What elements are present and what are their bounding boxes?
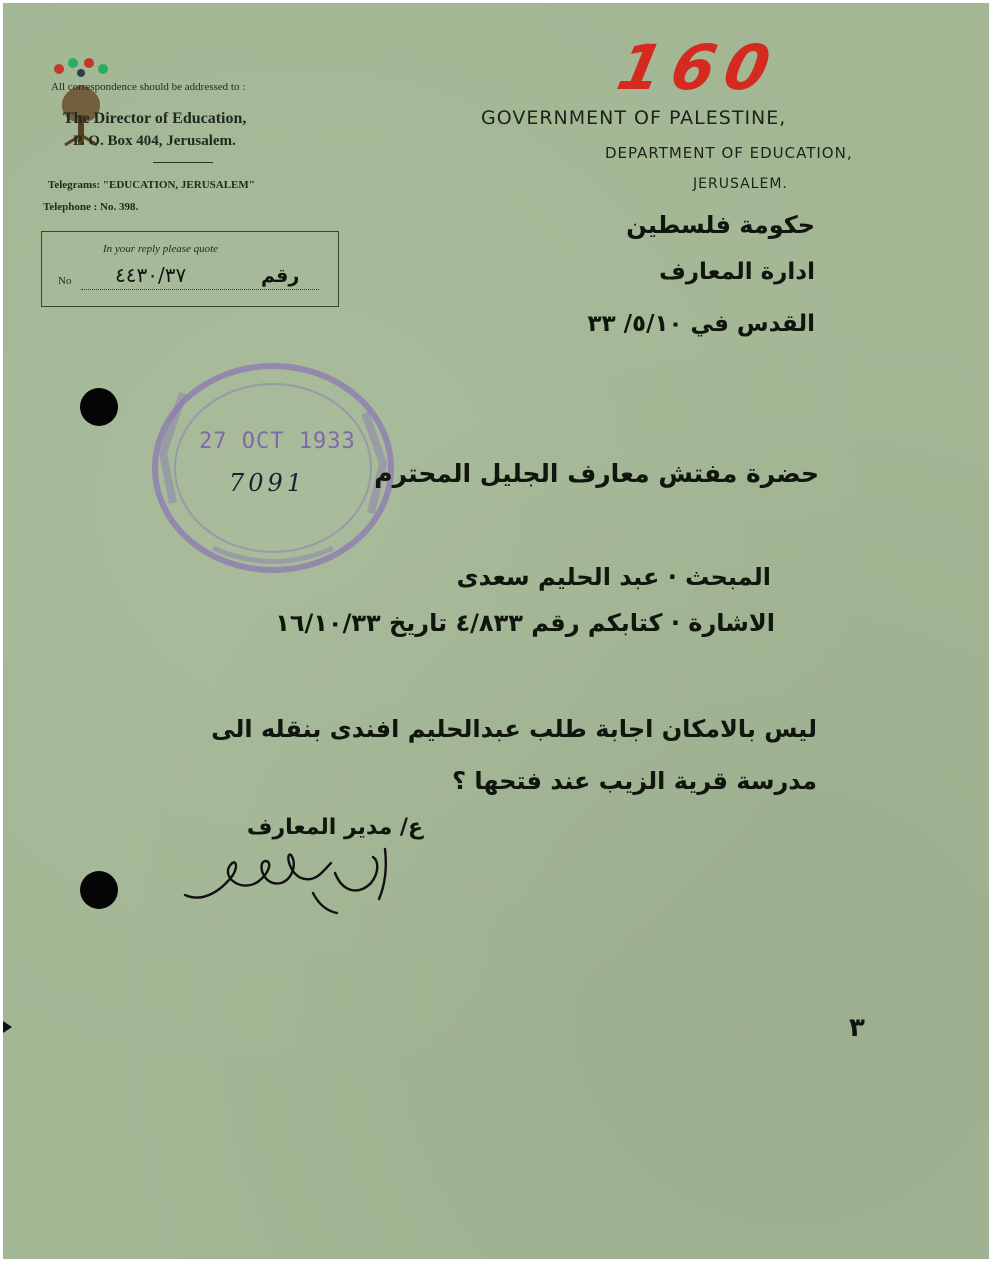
handwritten-signature-icon <box>173 833 413 923</box>
punch-hole-top <box>80 388 118 426</box>
page-number: 160 <box>611 31 787 104</box>
reply-raqm-label: رقم <box>261 265 300 287</box>
edge-tab-mark <box>3 1021 12 1033</box>
reply-dotted-line <box>81 289 319 290</box>
reply-quote-label: In your reply please quote <box>103 243 219 255</box>
correspondence-line: All correspondence should be addressed to : <box>51 81 246 93</box>
stamp-date: 27 OCT 1933 <box>199 429 356 454</box>
stamp-handwritten-number: 7091 <box>229 469 307 497</box>
director-line-2: P. O. Box 404, Jerusalem. <box>73 133 236 149</box>
director-line-1: The Director of Education, <box>63 110 247 127</box>
city-heading: JERUSALEM. <box>693 176 788 192</box>
letter-date-arabic: القدس في ٥/١٠/ ٣٣ <box>587 311 815 337</box>
document-page <box>3 3 989 1259</box>
addressee-line: حضرة مفتش معارف الجليل المحترم <box>374 459 819 488</box>
subject-line: المبحث · عبد الحليم سعدى <box>456 563 771 591</box>
reply-no-label: No <box>58 275 72 287</box>
department-heading: DEPARTMENT OF EDUCATION, <box>605 144 853 162</box>
punch-hole-bottom <box>80 871 118 909</box>
telephone-line: Telephone : No. 398. <box>43 201 139 213</box>
corner-number: ٣ <box>849 1013 865 1043</box>
body-line-1: ليس بالامكان اجابة طلب عبدالحليم افندى بنقله الى <box>211 715 817 743</box>
government-heading-arabic: حكومة فلسطين <box>626 211 815 239</box>
reply-number: ٤٤٣٠/٣٧ <box>115 263 187 287</box>
department-heading-arabic: ادارة المعارف <box>659 259 815 285</box>
government-heading: GOVERNMENT OF PALESTINE, <box>481 107 787 129</box>
telegrams-line: Telegrams: "EDUCATION, JERUSALEM" <box>48 179 255 191</box>
received-stamp-icon <box>143 353 403 583</box>
body-line-2: مدرسة قرية الزيب عند فتحها ؟ <box>452 767 817 795</box>
reference-line: الاشارة · كتابكم رقم ٤/٨٣٣ تاريخ ١٦/١٠/٣٣ <box>275 609 775 637</box>
divider <box>153 162 213 163</box>
signoff-line: ع/ مدير المعارف <box>246 815 423 840</box>
